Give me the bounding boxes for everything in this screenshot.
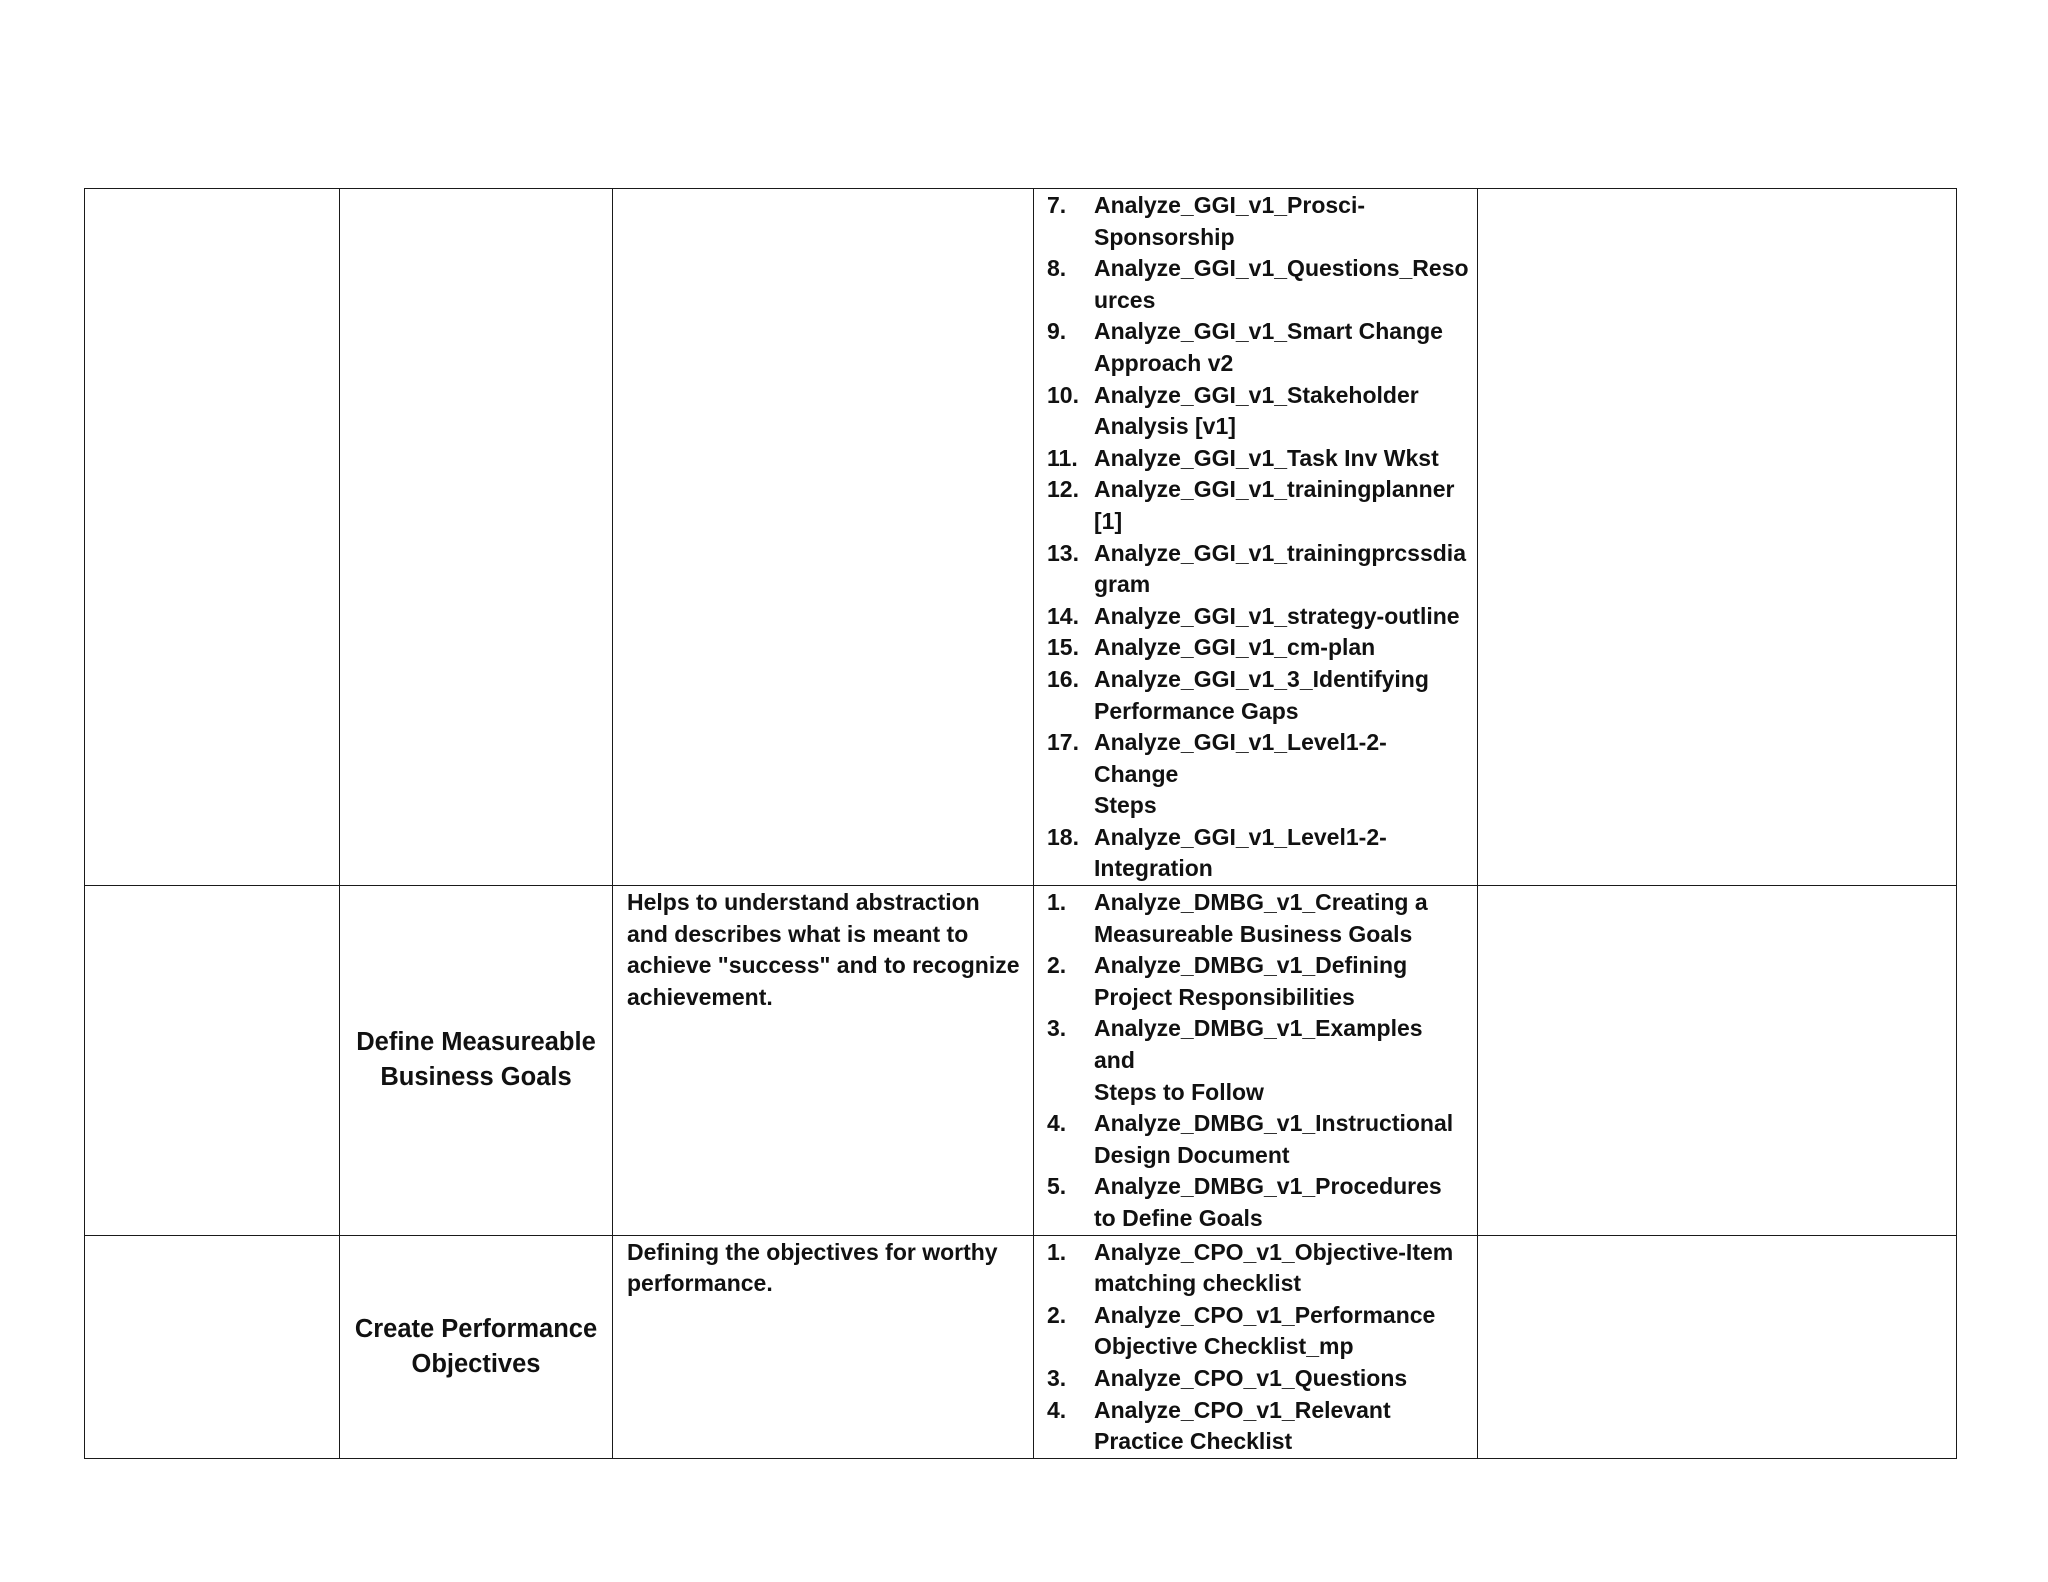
list-number: 7. [1047, 192, 1067, 218]
file-name-line: matching checklist [1094, 1270, 1302, 1297]
file-name [1094, 1108, 1469, 1171]
file-list-item [1047, 1108, 1469, 1171]
file-name-line: gram [1094, 571, 1151, 598]
file-name-line: Integration [1094, 855, 1213, 882]
list-number: 13. [1047, 539, 1079, 566]
activity-cell [340, 189, 613, 886]
list-number: 18. [1047, 823, 1079, 850]
file-list-item [1047, 1363, 1469, 1395]
file-name-line: Analyze_GGI_v1_Level1-2- [1094, 823, 1387, 850]
file-name-line: Analyze_DMBG_v1_Instructional [1094, 1110, 1454, 1137]
file-list-item [1047, 474, 1469, 537]
list-number: 15. [1047, 634, 1079, 661]
list-number: 5. [1047, 1173, 1067, 1200]
activity-name-line: Objectives [411, 1349, 541, 1378]
file-name-line: Analyze_GGI_v1_Task Inv Wkst [1094, 444, 1439, 471]
description-line: and describes what is meant to [627, 920, 969, 947]
file-list-item [1047, 887, 1469, 950]
file-name-line: Measureable Business Goals [1094, 920, 1413, 947]
file-name-line: Objective Checklist_mp [1094, 1333, 1354, 1360]
file-name-line: Performance Gaps [1094, 697, 1299, 724]
activity-description [613, 886, 1033, 1013]
list-number: 2. [1047, 952, 1067, 979]
file-name-line: to Define Goals [1094, 1205, 1263, 1231]
file-list-item [1047, 601, 1469, 633]
file-list-item [1047, 1395, 1469, 1458]
list-number: 2. [1047, 1301, 1067, 1328]
description-line: performance. [627, 1270, 773, 1297]
file-name-line: Steps [1094, 792, 1157, 819]
file-list-item [1047, 1171, 1469, 1234]
activity-cell [340, 886, 613, 1236]
file-name [1094, 950, 1469, 1013]
list-number: 10. [1047, 381, 1079, 408]
file-name-line: Analyze_GGI_v1_Smart Change [1094, 318, 1443, 345]
activity-name-line: Create Performance [354, 1314, 598, 1343]
list-number: 12. [1047, 476, 1079, 503]
file-name [1094, 1395, 1469, 1458]
file-list [1034, 886, 1477, 1235]
file-name-line: Analyze_DMBG_v1_Examples and [1094, 1015, 1423, 1074]
file-list-item [1047, 380, 1469, 443]
description-line: achieve "success" and to recognize [627, 952, 1020, 979]
file-name [1094, 1363, 1469, 1395]
file-name-line: Analyze_GGI_v1_trainingplanner [1094, 476, 1455, 503]
description-line: Helps to understand abstraction [627, 889, 980, 916]
file-list-item [1047, 443, 1469, 475]
file-name-line: Approach v2 [1094, 349, 1234, 376]
list-number: 9. [1047, 318, 1067, 345]
description-line: achievement. [627, 983, 773, 1010]
file-name-line: Practice Checklist [1094, 1428, 1293, 1455]
file-list-item [1047, 1300, 1469, 1363]
table-row [85, 1235, 1957, 1458]
list-number: 16. [1047, 665, 1079, 692]
file-list-item [1047, 950, 1469, 1013]
file-name-line: Analyze_GGI_v1_Questions_Reso [1094, 255, 1469, 282]
activity-cell [340, 1235, 613, 1458]
file-list-item [1047, 1237, 1469, 1300]
file-name-line: Sponsorship [1094, 223, 1235, 250]
file-name-line: Project Responsibilities [1094, 983, 1355, 1010]
file-name-line: Analyze_CPO_v1_Objective-Item [1094, 1238, 1454, 1265]
activity-name [340, 1025, 612, 1095]
file-name [1094, 380, 1469, 443]
file-name-line: Analyze_GGI_v1_3_Identifying [1094, 665, 1429, 692]
file-name-line: Analyze_GGI_v1_Level1-2-Change [1094, 729, 1387, 787]
file-name-line: Analysis [v1] [1094, 413, 1236, 440]
list-number: 1. [1047, 1238, 1067, 1265]
file-list-item [1047, 822, 1469, 885]
file-list [1034, 1236, 1477, 1458]
file-name [1094, 253, 1469, 316]
file-name-line: Analyze_DMBG_v1_Defining [1094, 952, 1408, 979]
list-number: 14. [1047, 602, 1079, 629]
file-name [1094, 887, 1469, 950]
file-name [1094, 1013, 1469, 1108]
notes-cell [1478, 1235, 1957, 1458]
file-list [1034, 189, 1477, 885]
file-name [1094, 664, 1469, 727]
file-name [1094, 538, 1469, 601]
file-name [1094, 1237, 1469, 1300]
file-name [1094, 474, 1469, 537]
file-name-line: urces [1094, 286, 1156, 313]
file-name [1094, 632, 1469, 664]
file-name-line: Analyze_DMBG_v1_Creating a [1094, 889, 1428, 916]
file-list-item [1047, 190, 1469, 253]
description-cell [613, 189, 1034, 886]
file-name-line: Steps to Follow [1094, 1078, 1264, 1105]
files-cell [1034, 189, 1478, 886]
activity-description [613, 1236, 1033, 1300]
phase-cell [85, 189, 340, 886]
file-list-item [1047, 727, 1469, 822]
list-number: 4. [1047, 1110, 1067, 1137]
file-list-item [1047, 664, 1469, 727]
file-name-line: Analyze_GGI_v1_cm-plan [1094, 634, 1376, 661]
file-name [1094, 190, 1469, 253]
file-name-line: [1] [1094, 507, 1123, 534]
phase-cell [85, 1235, 340, 1458]
list-number: 3. [1047, 1364, 1067, 1391]
table-row [85, 886, 1957, 1236]
resource-table [84, 188, 1957, 1459]
list-number: 8. [1047, 255, 1067, 282]
files-cell [1034, 886, 1478, 1236]
list-number: 1. [1047, 889, 1067, 916]
file-name [1094, 316, 1469, 379]
file-list-item [1047, 1013, 1469, 1108]
activity-name-line: Business Goals [380, 1063, 572, 1092]
file-name [1094, 1300, 1469, 1363]
file-name-line: Analyze_GGI_v1_Stakeholder [1094, 381, 1419, 408]
file-name [1094, 1171, 1469, 1234]
list-number: 17. [1047, 729, 1079, 756]
list-number: 4. [1047, 1396, 1067, 1423]
table-row [85, 189, 1957, 886]
activity-name [340, 1312, 612, 1382]
file-name-line: Analyze_DMBG_v1_Procedures [1094, 1173, 1442, 1200]
file-name-line: Analyze_CPO_v1_Questions [1094, 1364, 1408, 1391]
notes-cell [1478, 886, 1957, 1236]
file-list-item [1047, 538, 1469, 601]
file-name-line: Analyze_GGI_v1_strategy-outline [1094, 602, 1460, 629]
description-line: Defining the objectives for worthy [627, 1238, 998, 1265]
files-cell [1034, 1235, 1478, 1458]
notes-cell [1478, 189, 1957, 886]
activity-name-line: Define Measureable [356, 1028, 596, 1057]
file-list-item [1047, 316, 1469, 379]
description-cell [613, 1235, 1034, 1458]
list-number: 11. [1047, 444, 1078, 471]
phase-cell [85, 886, 340, 1236]
file-name-line: Analyze_CPO_v1_Performance [1094, 1301, 1436, 1328]
list-number: 3. [1047, 1015, 1067, 1042]
description-cell [613, 886, 1034, 1236]
file-name [1094, 443, 1469, 475]
file-name [1094, 727, 1469, 822]
file-list-item [1047, 632, 1469, 664]
file-name-line: Analyze_CPO_v1_Relevant [1094, 1396, 1391, 1423]
file-name [1094, 601, 1469, 633]
file-name-line: Analyze_GGI_v1_trainingprcssdia [1094, 539, 1466, 566]
file-list-item [1047, 253, 1469, 316]
file-name-line: Design Document [1094, 1141, 1290, 1168]
file-name-line: Analyze_GGI_v1_Prosci- [1094, 192, 1366, 218]
file-name [1094, 822, 1469, 885]
